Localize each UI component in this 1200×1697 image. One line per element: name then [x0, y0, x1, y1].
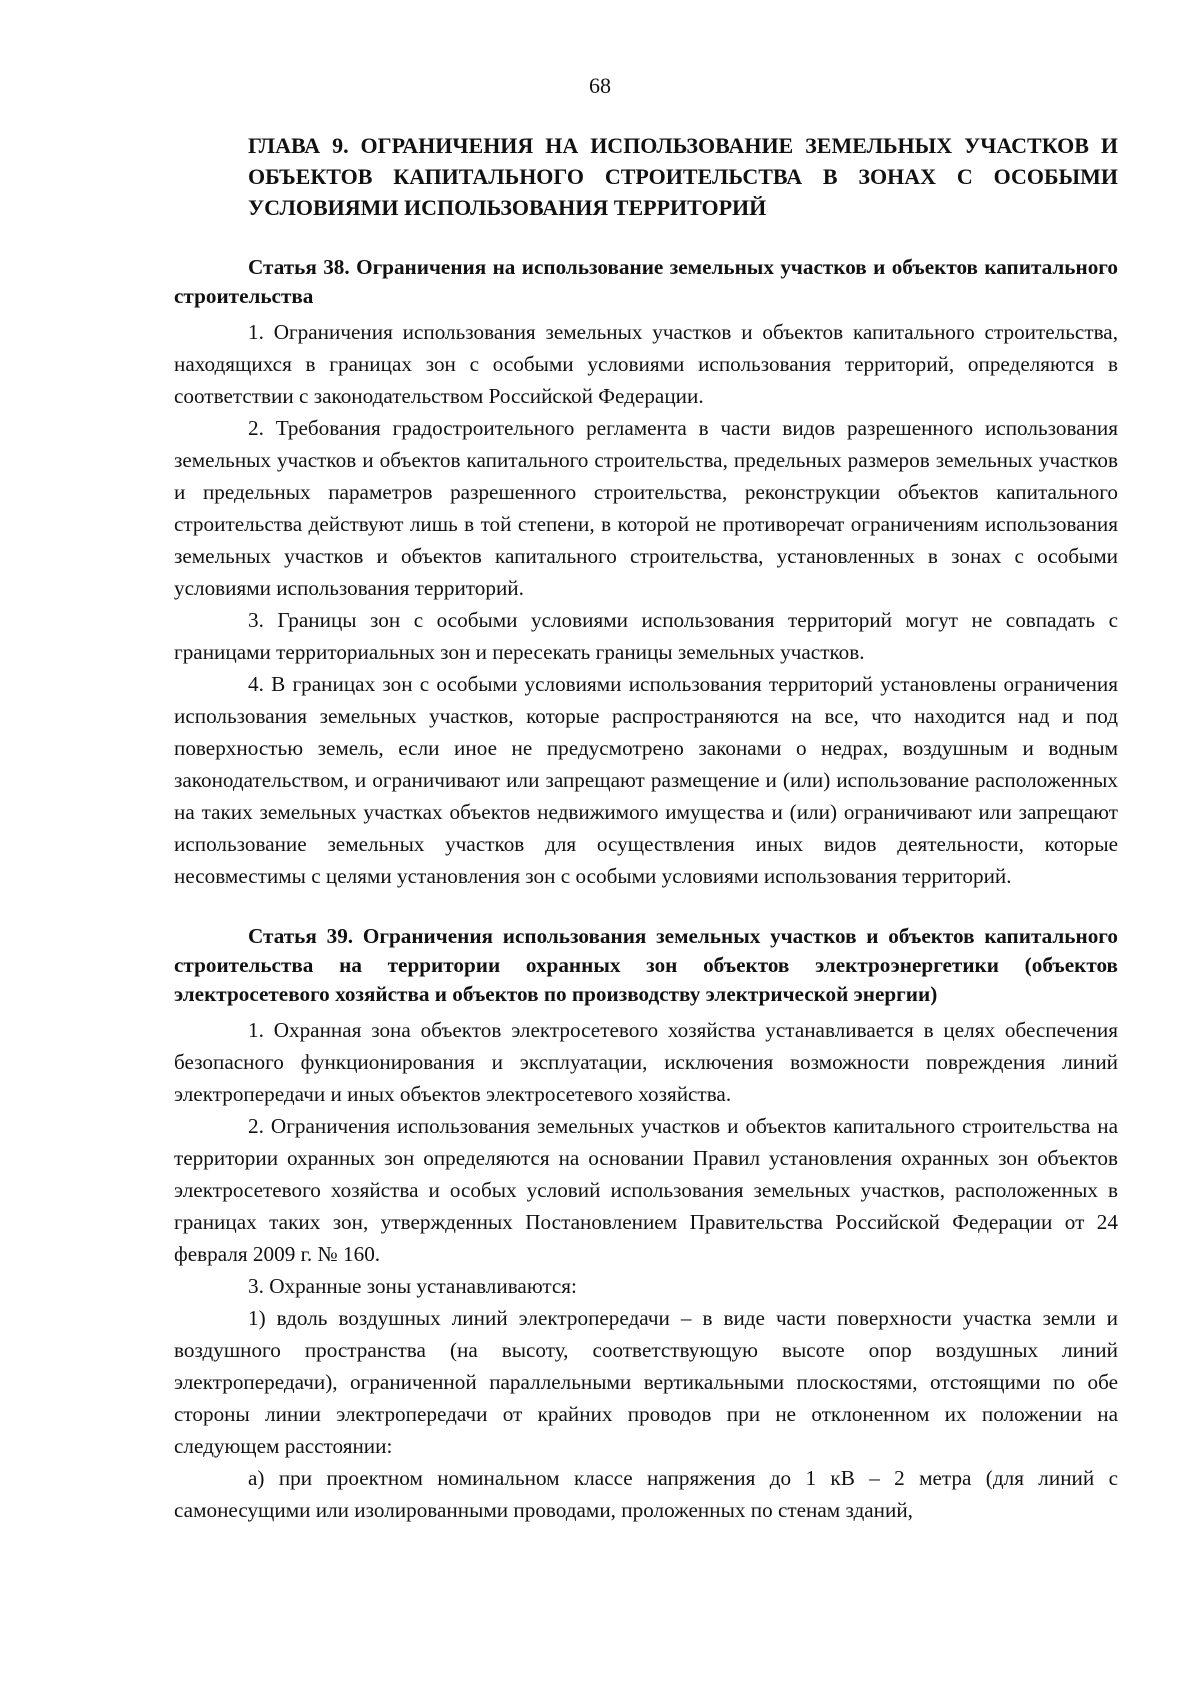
page-number: 68 — [589, 73, 611, 98]
article-39-paragraph-5: а) при проектном номинальном классе напряжения до 1 кВ – 2 метра (для линий с самонесущими или изолированными проводами, проложенных по стенам зданий, — [174, 1466, 1118, 1522]
article-39-paragraph-2: 2. Ограничения использования земельных участков и объектов капитального строительства на территории охранных зон определяются на основании Правил установления охранных зон объектов электросетевого хозяйства и особых условий использования земельных участков, расположенных в границах таких зон, утвержденных Постановлением Правительства Российской Федерации от 24 февраля 2009 г. № 160. — [174, 1114, 1118, 1266]
article-38-paragraph-2: 2. Требования градостроительного регламента в части видов разрешенного использования земельных участков и объектов капитального строительства, предельных размеров земельных участков и предельных параметров разрешенного строительства, реконструкции объектов капитального строительства действуют лишь в той степени, в которой не противоречат ограничениям использования земельных участков и объектов капитального строительства, установленных в зонах с особыми условиями использования территорий. — [174, 416, 1118, 600]
chapter-title: ГЛАВА 9. ОГРАНИЧЕНИЯ НА ИСПОЛЬЗОВАНИЕ ЗЕМЕЛЬНЫХ УЧАСТКОВ И ОБЪЕКТОВ КАПИТАЛЬНОГО СТРОИТЕЛЬСТВА В ЗОНАХ С ОСОБЫМИ УСЛОВИЯМИ ИСПОЛЬЗОВАНИЯ ТЕРРИТОРИЙ — [248, 133, 1118, 220]
article-38-paragraph-4: 4. В границах зон с особыми условиями использования территорий установлены ограничения использования земельных участков, которые распространяются на все, что находится над и под поверхностью земель, если иное не предусмотрено законами о недрах, воздушным и водным законодательством, и ограничивают или запрещают размещение и (или) использование расположенных на таких земельных участках объектов недвижимого имущества и (или) ограничивают или запрещают использование земельных участков для осуществления иных видов деятельности, которые несовместимы с целями установления зон с особыми условиями использования территорий. — [174, 672, 1118, 888]
article-38-title: Статья 38. Ограничения на использование земельных участков и объектов капитального строительства — [174, 255, 1118, 308]
article-38-paragraph-3: 3. Границы зон с особыми условиями использования территорий могут не совпадать с границами территориальных зон и пересекать границы земельных участков. — [174, 608, 1118, 664]
article-39-paragraph-1: 1. Охранная зона объектов электросетевого хозяйства устанавливается в целях обеспечения безопасного функционирования и эксплуатации, исключения возможности повреждения линий электропередачи и иных объектов электросетевого хозяйства. — [174, 1018, 1118, 1106]
article-39-paragraph-4: 1) вдоль воздушных линий электропередачи – в виде части поверхности участка земли и воздушного пространства (на высоту, соответствующую высоте опор воздушных линий электропередачи), ограниченной параллельными вертикальными плоскостями, отстоящими по обе стороны линии электропередачи от крайних проводов при не отклоненном их положении на следующем расстоянии: — [174, 1306, 1118, 1458]
article-39-paragraph-3: 3. Охранные зоны устанавливаются: — [248, 1274, 577, 1298]
article-38-paragraph-1: 1. Ограничения использования земельных участков и объектов капитального строительства, находящихся в границах зон с особыми условиями использования территорий, определяются в соответствии с законодательством Российской Федерации. — [174, 320, 1118, 408]
page-content — [174, 130, 1118, 1526]
article-39-title: Статья 39. Ограничения использования земельных участков и объектов капитального строительства на территории охранных зон объектов электроэнергетики (объектов электросетевого хозяйства и объектов по производству электрической энергии) — [174, 924, 1118, 1006]
